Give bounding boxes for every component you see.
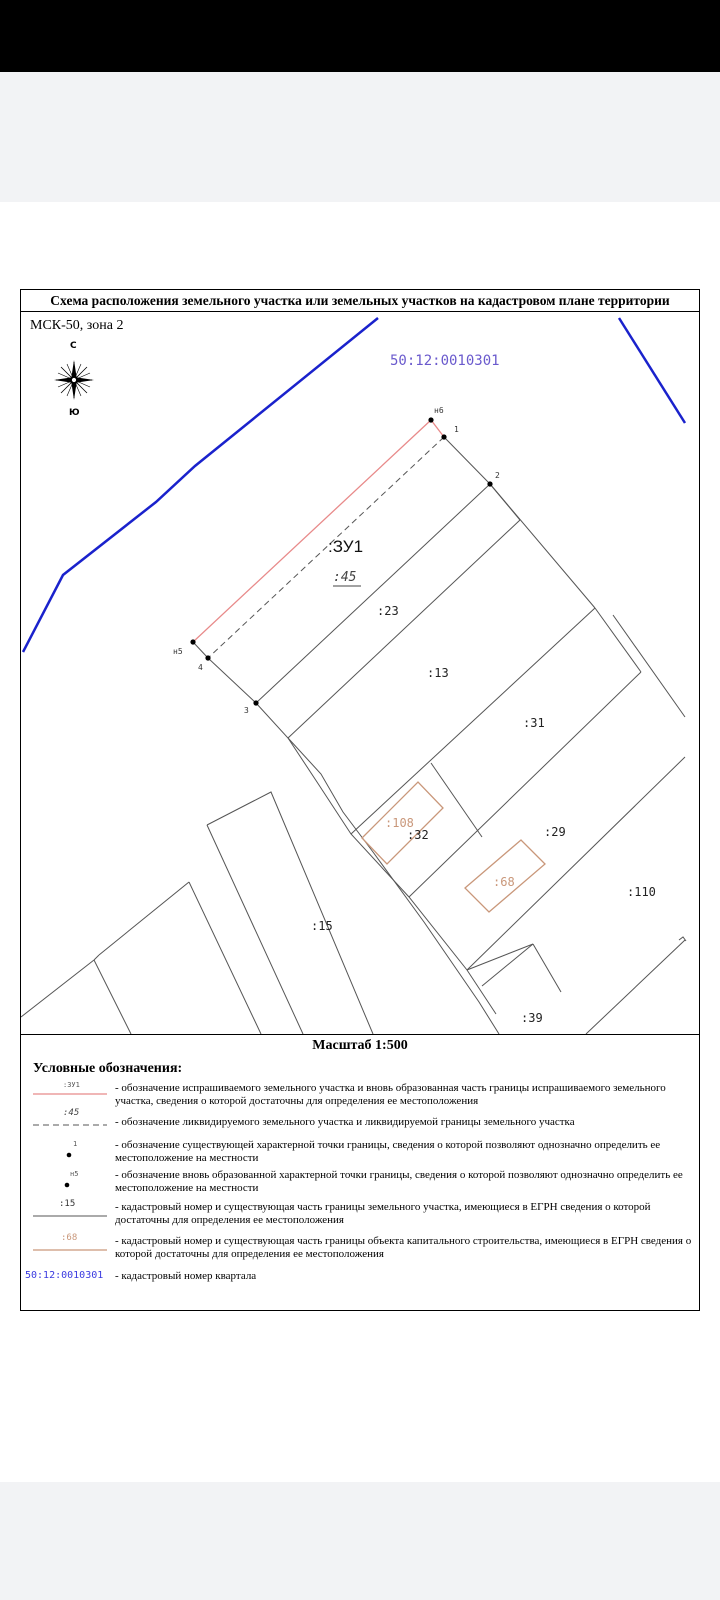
parcel-110: :110 [627, 885, 656, 899]
parcel-39: :39 [521, 1011, 543, 1025]
legend-sample: н5 [70, 1170, 79, 1178]
legend-sample: :15 [59, 1199, 76, 1209]
cadastral-scheme-document [20, 289, 700, 1311]
label-1: 1 [454, 425, 459, 434]
label-n5: н5 [173, 647, 183, 656]
parcel-15: :15 [311, 919, 333, 933]
legend-symbol [27, 1167, 111, 1197]
legend-symbol [27, 1137, 111, 1167]
legend-text: - обозначение вновь образованной характерной точки границы, сведения о которой позволяют однозначно определить ее местоположение на местности [115, 1169, 683, 1194]
point-n6 [428, 417, 433, 422]
quarter-boundary-right [619, 318, 685, 423]
legend-symbol [27, 1233, 111, 1263]
legend-text: - обозначение испрашиваемого земельного участка и вновь образованная часть границы испрашиваемого земельного участка, сведения о которой достаточны для определения ее местоположения [115, 1082, 666, 1107]
legend-symbol [25, 1270, 109, 1300]
parcel-32: :32 [407, 828, 429, 842]
legend-symbol [27, 1199, 111, 1229]
label-n6: н6 [434, 406, 444, 415]
building-label-108: :108 [385, 816, 414, 830]
legend [21, 1035, 699, 1310]
legend-text: - обозначение существующей характерной точки границы, сведения о которой позволяют однозначно определить ее местоположение на местности [115, 1139, 661, 1164]
legend-text: - кадастровый номер и существующая часть границы объекта капитального строительства, имеющиеся в ЕГРН сведения о которой достаточны для определения ее местоположения [115, 1235, 692, 1260]
status-bar [0, 0, 720, 72]
parcel-29: :29 [544, 825, 566, 839]
legend-text: - кадастровый номер квартала [115, 1270, 257, 1282]
point-n5 [190, 639, 195, 644]
legend-sample: 1 [73, 1140, 78, 1148]
legend-sample: :45 [63, 1108, 80, 1118]
new-boundary [193, 420, 444, 642]
point-1 [441, 434, 446, 439]
viewer-top-area [0, 72, 720, 202]
legend-text: - обозначение ликвидируемого земельного участка и ликвидируемой границы земельного участка [115, 1116, 575, 1128]
label-2: 2 [495, 471, 500, 480]
label-4: 4 [198, 663, 203, 672]
viewer-bottom-area [0, 1482, 720, 1600]
parcel-31: :31 [523, 716, 545, 730]
quarter-boundary-left [23, 318, 378, 652]
legend-sample: :ЗУ1 [63, 1081, 80, 1089]
parcel-13: :13 [427, 666, 449, 680]
quarter-number: 50:12:0010301 [390, 353, 500, 369]
legend-sample: 50:12:0010301 [25, 1270, 104, 1281]
cadastral-map[interactable] [21, 312, 699, 1034]
parcel-23: :23 [377, 604, 399, 618]
building-label-68: :68 [493, 875, 515, 889]
parcel-lines [21, 437, 686, 1034]
point-3 [253, 700, 258, 705]
legend-sample: :68 [61, 1233, 78, 1243]
compass-rose-icon [54, 360, 94, 400]
point-2 [487, 481, 492, 486]
label-3: 3 [244, 706, 249, 715]
compass-north: С [70, 341, 77, 351]
coordinate-system: МСК-50, зона 2 [30, 318, 124, 333]
legend-text: - кадастровый номер и существующая часть границы земельного участка, имеющиеся в ЕГРН сведения о которой достаточны для определения ее местоположения [115, 1201, 651, 1226]
legend-symbol [27, 1080, 111, 1110]
document-title: Схема расположения земельного участка или земельных участков на кадастровом плане территории [21, 290, 699, 312]
map-drawing [21, 312, 699, 1034]
compass-south: Ю [69, 408, 80, 418]
legend-title: Условные обозначения: [33, 1061, 183, 1076]
scale-label: Масштаб 1:500 [312, 1038, 408, 1053]
point-4 [205, 655, 210, 660]
liquidated-parcel-label: :45 [333, 570, 357, 585]
new-parcel-label: :ЗУ1 [328, 537, 364, 556]
